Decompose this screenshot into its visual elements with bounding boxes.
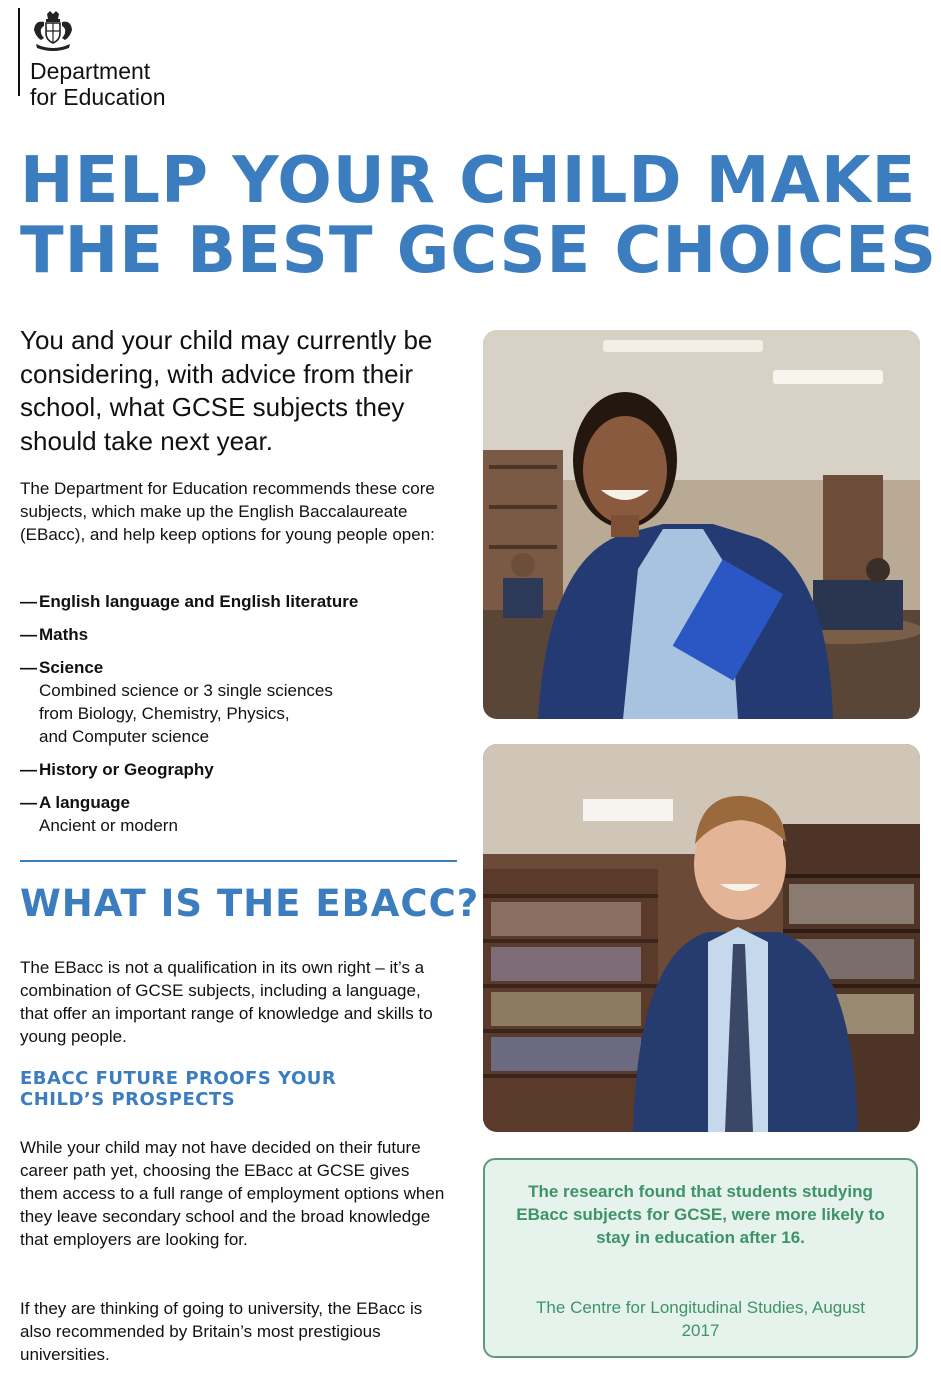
logo-line-1: Department	[30, 58, 151, 84]
dash-bullet: —	[20, 658, 37, 677]
logo-bar	[18, 8, 20, 96]
subject-detail: Combined science or 3 single sciences from Biology, Chemistry, Physics, and Computer science	[39, 681, 333, 746]
research-quote-box	[483, 1158, 918, 1358]
intro-text: You and your child may currently be considering, with advice from their school, what GCSE subjects they should take next year.	[20, 325, 433, 456]
subject-item-science	[20, 656, 460, 748]
subject-item-language	[20, 791, 460, 837]
subject-item-english	[20, 590, 460, 613]
recommendation-text: The Department for Education recommends these core subjects, which make up the English Baccalaureate (EBacc), and help keep options for young people open:	[20, 479, 435, 544]
student-boy-photo	[483, 744, 920, 1132]
subject-detail: Ancient or modern	[39, 816, 178, 835]
subject-title: English language and English literature	[39, 592, 359, 611]
royal-coat-of-arms-icon	[30, 10, 76, 52]
dash-bullet: —	[20, 760, 37, 779]
subject-title: History or Geography	[39, 760, 214, 779]
future-paragraph-1: While your child may not have decided on their future career path yet, choosing the EBacc at GCSE gives them access to a full range of employment options when they leave secondary school and the broad knowledge that employers are looking for.	[20, 1138, 445, 1249]
research-quote-text: The research found that students studying EBacc subjects for GCSE, were more likely to stay in education after 16.	[516, 1182, 885, 1247]
section-divider	[20, 860, 457, 862]
future-paragraph-2: If they are thinking of going to university, the EBacc is also recommended by Britain’s most prestigious universities.	[20, 1299, 423, 1364]
subject-title: Maths	[39, 625, 89, 644]
dash-bullet: —	[20, 592, 37, 611]
subject-item-humanities	[20, 758, 460, 781]
page-title-line-1: HELP YOUR CHILD MAKE	[20, 144, 917, 218]
subject-title: A language	[39, 793, 130, 812]
ebacc-description: The EBacc is not a qualification in its own right – it’s a combination of GCSE subjects, including a language, that offer an important range of knowledge and skills to young people.	[20, 958, 433, 1046]
subjects-list	[20, 590, 460, 847]
research-quote-source: The Centre for Longitudinal Studies, August 2017	[536, 1298, 865, 1340]
logo-line-2: for Education	[30, 84, 166, 110]
section-heading-ebacc: WHAT IS THE EBACC?	[20, 882, 480, 925]
page-title-line-2: THE BEST GCSE CHOICES	[20, 214, 938, 288]
dfe-logo	[18, 8, 218, 110]
page-title	[20, 146, 937, 286]
dash-bullet: —	[20, 793, 37, 812]
subject-title: Science	[39, 658, 104, 677]
dash-bullet: —	[20, 625, 37, 644]
subject-item-maths	[20, 623, 460, 646]
subheading-future-proofs: EBACC FUTURE PROOFS YOUR CHILD’S PROSPECTS	[20, 1068, 337, 1110]
student-girl-photo	[483, 330, 920, 719]
